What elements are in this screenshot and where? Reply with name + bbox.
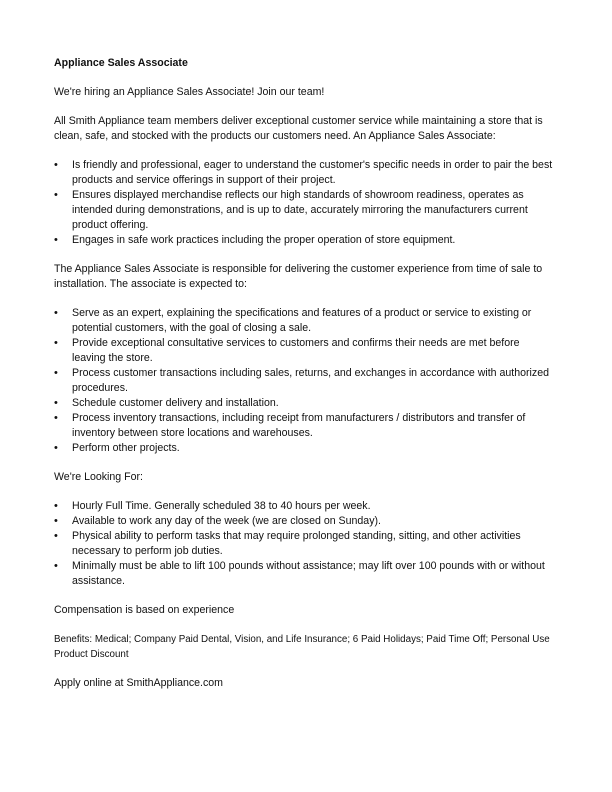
description-text: All Smith Appliance team members deliver exceptional customer service while maintaining a store that is clean, safe, and stocked with the products our customers need. An Appliance Sales Associate: xyxy=(54,115,543,142)
list-item: • Perform other projects. xyxy=(54,441,554,456)
list-item: • Process customer transactions including sales, returns, and exchanges in accordance with authorized procedures. xyxy=(54,366,554,396)
list-item: • Provide exceptional consultative services to customers and confirms their needs are met before leaving the store. xyxy=(54,336,554,366)
benefits-text: Benefits: Medical; Company Paid Dental, Vision, and Life Insurance; 6 Paid Holidays; Paid Time Off; Personal Use Product Discount xyxy=(54,634,550,660)
apply-text: Apply online at SmithAppliance.com xyxy=(54,677,224,689)
list-item: • Serve as an expert, explaining the specifications and features of a product or service to existing or potential customers, with the goal of closing a sale. xyxy=(54,306,554,336)
list-item: • Is friendly and professional, eager to understand the customer's specific needs in order to pair the best products and service offerings in support of their project. xyxy=(54,158,554,188)
compensation-text: Compensation is based on experience xyxy=(54,604,235,616)
job-posting xyxy=(54,56,554,705)
intro-text: We're hiring an Appliance Sales Associate! Join our team! xyxy=(54,86,325,98)
responsibilities-intro: The Appliance Sales Associate is responsible for delivering the customer experience from time of sale to installation. The associate is expected to: xyxy=(54,263,543,290)
looking-for-heading: We're Looking For: xyxy=(54,471,143,483)
list-item: • Schedule customer delivery and installation. xyxy=(54,396,554,411)
list-item: • Process inventory transactions, including receipt from manufacturers / distributors and transfer of inventory between store locations and warehouses. xyxy=(54,411,554,441)
list-item: • Minimally must be able to lift 100 pounds without assistance; may lift over 100 pounds with or without assistance. xyxy=(54,559,554,589)
job-title: Appliance Sales Associate xyxy=(54,57,188,69)
list-item: • Hourly Full Time. Generally scheduled 38 to 40 hours per week. xyxy=(54,499,554,514)
traits-list xyxy=(54,158,554,248)
responsibilities-list xyxy=(54,306,554,456)
list-item: • Ensures displayed merchandise reflects our high standards of showroom readiness, operates as intended during demonstrations, and is up to date, accurately mirroring the manufacturers current product offering. xyxy=(54,188,554,233)
list-item: • Available to work any day of the week (we are closed on Sunday). xyxy=(54,514,554,529)
list-item: • Engages in safe work practices including the proper operation of store equipment. xyxy=(54,233,554,248)
requirements-list xyxy=(54,499,554,589)
list-item: • Physical ability to perform tasks that may require prolonged standing, sitting, and other activities necessary to perform job duties. xyxy=(54,529,554,559)
